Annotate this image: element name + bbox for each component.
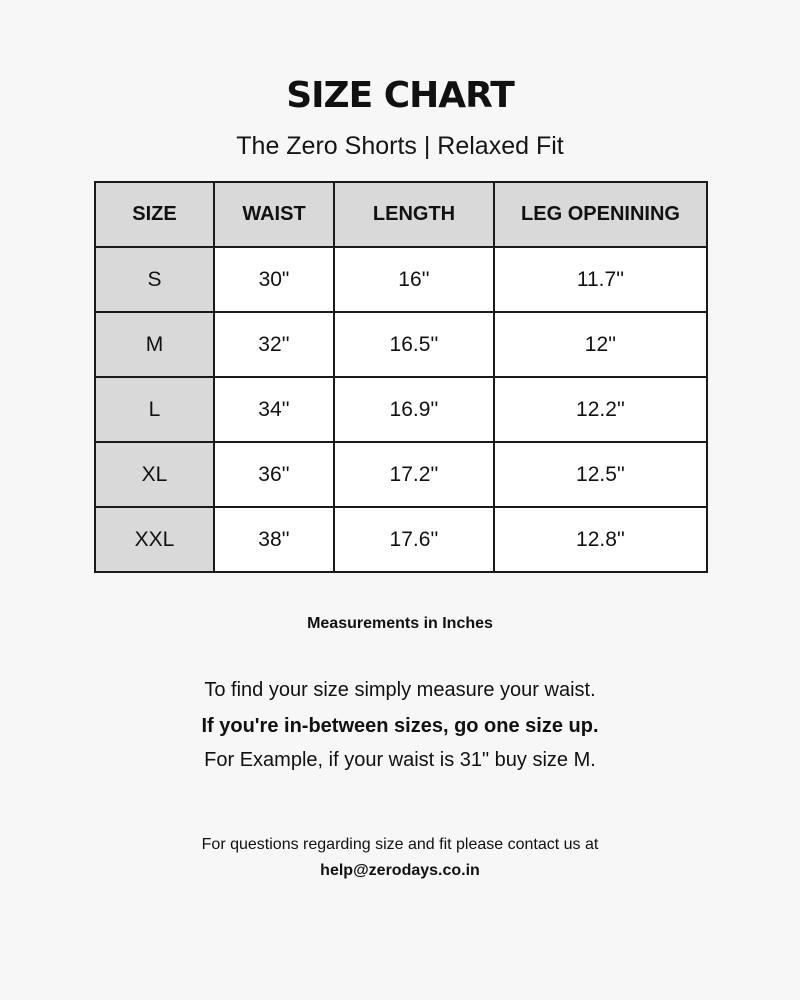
leg-opening-cell: 12.2'' [494,377,707,442]
table-row [95,442,707,507]
instruction-example: For Example, if your waist is 31" buy size M. [204,749,596,771]
page-title: SIZE CHART [286,75,514,116]
leg-opening-cell: 12'' [494,312,707,377]
column-header-waist: WAIST [214,182,334,247]
product-subtitle: The Zero Shorts | Relaxed Fit [236,132,564,160]
contact-text: For questions regarding size and fit please contact us at [201,836,599,853]
length-cell: 16'' [334,247,494,312]
column-header-size: SIZE [95,182,214,247]
size-cell: XXL [95,507,214,572]
table-row [95,247,707,312]
length-cell: 16.5'' [334,312,494,377]
length-cell: 17.2'' [334,442,494,507]
table-row [95,312,707,377]
size-cell: S [95,247,214,312]
contact-email: help@zerodays.co.in [320,862,480,879]
instruction-size-up: If you're in-between sizes, go one size up. [201,715,599,737]
size-cell: XL [95,442,214,507]
size-cell: M [95,312,214,377]
instruction-measure-waist: To find your size simply measure your waist. [204,679,596,701]
leg-opening-cell: 11.7'' [494,247,707,312]
waist-cell: 32'' [214,312,334,377]
waist-cell: 30" [214,247,334,312]
leg-opening-cell: 12.5'' [494,442,707,507]
table-row [95,507,707,572]
table-header-row [95,182,707,247]
size-chart-table [94,181,708,573]
leg-opening-cell: 12.8'' [494,507,707,572]
waist-cell: 38'' [214,507,334,572]
length-cell: 16.9'' [334,377,494,442]
waist-cell: 34'' [214,377,334,442]
column-header-leg-opening: LEG OPENINING [494,182,707,247]
waist-cell: 36'' [214,442,334,507]
column-header-length: LENGTH [334,182,494,247]
table-row [95,377,707,442]
length-cell: 17.6'' [334,507,494,572]
size-cell: L [95,377,214,442]
units-note: Measurements in Inches [307,615,493,632]
